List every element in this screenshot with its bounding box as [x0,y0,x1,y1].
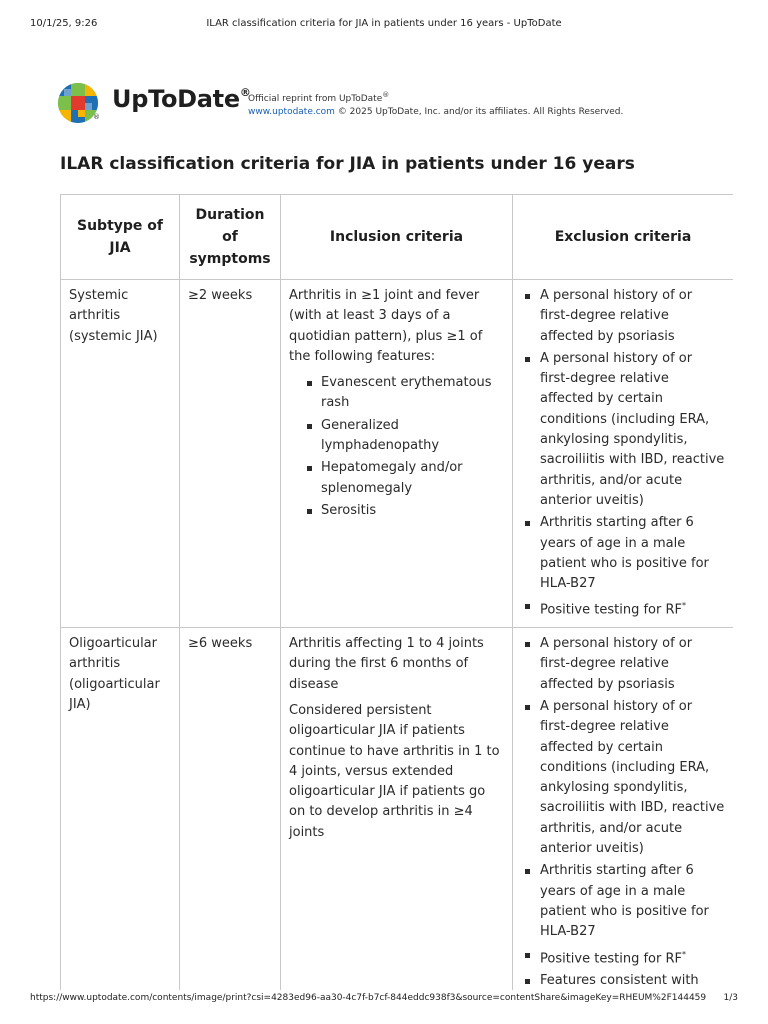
cell-duration: ≥2 weeks [180,280,281,628]
list-item: Positive testing for RF* [521,596,725,621]
logo-registered-mark: ® [93,113,100,121]
list-item: Positive testing for RF* [521,945,725,970]
inclusion-text: Arthritis affecting 1 to 4 joints during the first 6 months of disease [289,636,484,692]
criteria-table-container [60,194,733,990]
brand-name: UpToDate® [112,85,251,113]
header-subtype: Subtype of JIA [61,195,180,280]
header-exclusion: Exclusion criteria [513,195,734,280]
cell-subtype: Systemic arthritis (systemic JIA) [61,280,180,628]
table-row [61,628,734,990]
criteria-table [60,194,733,990]
footnote-mark: * [681,949,686,959]
list-item: Hepatomegaly and/or splenomegaly [303,458,504,499]
page-number: 1/3 [723,993,738,1003]
list-item: A personal history of or first-degree relative affected by certain conditions (including ERA, ankylosing spondylitis, sacroiliitis with IBD, reactive arthritis, and/or acute anterior uveitis) [521,349,725,511]
list-item: Features consistent with [521,971,725,990]
uptodate-site-link[interactable]: www.uptodate.com [248,107,335,117]
list-item: A personal history of or first-degree relative affected by certain conditions (including ERA, ankylosing spondylitis, sacroiliitis with IBD, reactive arthritis, and/or acute anterior uveitis) [521,697,725,859]
feature-list [303,373,504,521]
brand-registered-mark: ® [239,86,251,99]
list-item: Arthritis starting after 6 years of age in a male patient who is positive for HLA-B27 [521,513,725,594]
list-item: Serositis [303,501,504,521]
cell-exclusion [513,280,734,628]
print-datetime: 10/1/25, 9:26 [30,18,98,29]
cell-inclusion [281,628,513,990]
list-item: Arthritis starting after 6 years of age in a male patient who is positive for HLA-B27 [521,861,725,942]
uptodate-logo-icon [58,83,98,123]
brand-header [58,80,708,126]
table-header-row [61,195,734,280]
list-item: A personal history of or first-degree relative affected by psoriasis [521,634,725,695]
exclusion-list [521,286,725,621]
page-title: ILAR classification criteria for JIA in patients under 16 years [60,154,635,174]
print-url: https://www.uptodate.com/contents/image/print?csi=4283ed96-aa30-4c7f-b7cf-844eddc938f3&source=contentShare&imageKey=RHEUM%2F144459 [30,993,707,1003]
print-page-title: ILAR classification criteria for JIA in patients under 16 years - UpToDate [206,18,562,29]
cell-inclusion [281,280,513,628]
inclusion-text-extended: Considered persistent oligoarticular JIA if patients continue to have arthritis in 1 to 4 joints, versus extended oligoarticular JIA if patients go on to develop arthritis in ≥4 joints [289,702,500,840]
list-item: A personal history of or first-degree relative affected by psoriasis [521,286,725,347]
cell-duration: ≥6 weeks [180,628,281,990]
reprint-line: Official reprint from UpToDate [248,94,383,104]
list-item: Generalized lymphadenopathy [303,416,504,457]
header-duration: Duration of symptoms [180,195,281,280]
footnote-mark: * [681,601,686,611]
cell-subtype: Oligoarticular arthritis (oligoarticular JIA) [61,628,180,990]
print-header [0,18,768,32]
copyright-text: © 2025 UpToDate, Inc. and/or its affiliates. All Rights Reserved. [334,107,624,117]
reprint-notice: Official reprint from UpToDate® www.uptodate.com © 2025 UpToDate, Inc. and/or its affiliates. All Rights Reserved. [248,91,624,117]
inclusion-text: Arthritis in ≥1 joint and fever (with at least 3 days of a quotidian pattern), plus ≥1 of the following features: [289,288,483,364]
header-inclusion: Inclusion criteria [281,195,513,280]
table-row [61,280,734,628]
list-item: Evanescent erythematous rash [303,373,504,414]
exclusion-list [521,634,725,990]
cell-exclusion [513,628,734,990]
